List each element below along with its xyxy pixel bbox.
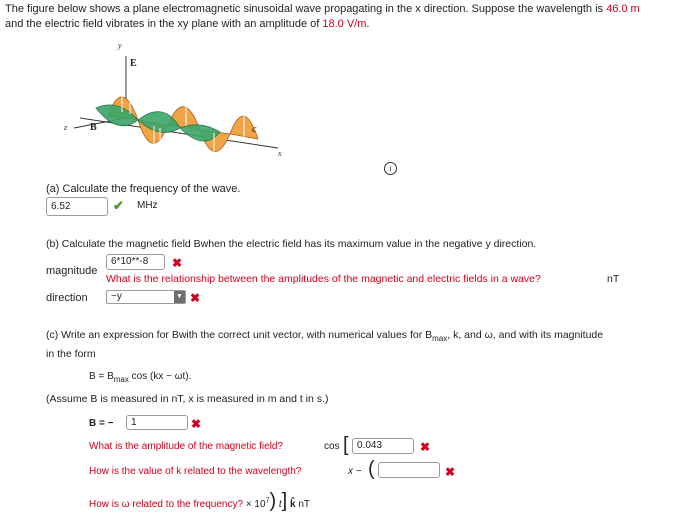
frequency-unit: MHz xyxy=(137,200,158,211)
close-paren: ) xyxy=(269,490,277,512)
amplitude-value: 18.0 V/m xyxy=(322,18,367,30)
cos-label: cos xyxy=(324,441,340,452)
k-incorrect-x-icon: ✖ xyxy=(420,440,431,454)
amplitude-incorrect-x-icon: ✖ xyxy=(191,417,202,431)
b-vector-label: B xyxy=(90,122,97,133)
part-c-question xyxy=(46,329,603,343)
part-c-question-2: in the form xyxy=(46,348,96,360)
open-bracket: [ xyxy=(343,434,349,456)
intro-period: . xyxy=(366,18,370,30)
assumption-text: (Assume B is measured in nT, x is measured in m and t in s.) xyxy=(46,393,329,405)
k-hint: How is the value of k related to the wavelength? xyxy=(89,466,302,477)
intro-text-2: and the electric field vibrates in the xy plane with an amplitude of xyxy=(5,18,323,30)
incorrect-x-icon: ✖ xyxy=(172,256,183,270)
em-wave-figure xyxy=(60,36,300,186)
magnitude-input[interactable]: 6*10**-8 xyxy=(106,254,165,270)
part-c-text-a: (c) Write an expression for Bwith the correct unit vector, with numerical values for B xyxy=(46,329,433,341)
b-prefix: B = − xyxy=(89,418,114,429)
intro-text: The figure below shows a plane electromagnetic sinusoidal wave propagating in the x direction. Suppose the wavelength is xyxy=(5,3,607,15)
t-label: t xyxy=(278,499,282,510)
frequency-input[interactable]: 6.52 xyxy=(46,197,108,216)
axis-x-label: x xyxy=(278,149,282,158)
magnitude-label: magnitude xyxy=(46,265,98,277)
part-c-text-b: , k, and ω, and with its magnitude xyxy=(447,329,604,341)
omega-hint: How is ω related to the frequency? xyxy=(89,499,243,510)
exponent: 7 xyxy=(265,497,270,505)
part-b-question: (b) Calculate the magnetic field Bwhen the electric field has its maximum value in the negative y direction. xyxy=(46,238,537,250)
direction-select[interactable] xyxy=(106,290,186,304)
open-paren: ( xyxy=(368,458,375,480)
part-a-question: (a) Calculate the frequency of the wave. xyxy=(46,183,241,195)
omega-input[interactable] xyxy=(378,462,440,478)
wavelength-value: 46.0 m xyxy=(606,3,640,15)
part-c-sub: max xyxy=(432,334,448,344)
omega-incorrect-x-icon: ✖ xyxy=(445,465,456,479)
magnitude-hint: What is the relationship between the amplitudes of the magnetic and electric fields in a wave? xyxy=(106,273,541,285)
nt-unit: nT xyxy=(298,499,311,510)
formula xyxy=(89,371,191,384)
intro-line-2 xyxy=(5,18,369,30)
direction-incorrect-x-icon: ✖ xyxy=(190,291,201,305)
k-input[interactable]: 0.043 xyxy=(352,438,414,454)
omega-row xyxy=(89,491,310,511)
direction-label: direction xyxy=(46,292,88,304)
e-vector-label: E xyxy=(130,58,137,69)
axis-z-label: z xyxy=(64,123,68,132)
correct-check-icon: ✔ xyxy=(113,198,124,213)
direction-selected-value: −y xyxy=(111,291,122,302)
axis-y-label: y xyxy=(118,41,122,50)
close-bracket: ] xyxy=(281,490,288,512)
c-vector-label: c xyxy=(252,124,257,135)
intro-line-1 xyxy=(5,3,640,15)
formula-part-a: B = B xyxy=(89,371,114,382)
amplitude-hint: What is the amplitude of the magnetic field? xyxy=(89,441,283,452)
chevron-down-icon[interactable]: ▼ xyxy=(174,291,185,303)
info-icon[interactable]: i xyxy=(384,162,397,175)
formula-sub: max xyxy=(113,375,129,384)
amplitude-input[interactable]: 1 xyxy=(126,415,188,430)
formula-part-b: cos (kx − ωt). xyxy=(128,371,192,382)
k-hat-unit-vector: k̂ xyxy=(290,499,296,510)
times-ten: × 10 xyxy=(245,499,266,510)
x-minus-label: x − xyxy=(348,466,362,477)
magnitude-unit: nT xyxy=(607,273,620,285)
